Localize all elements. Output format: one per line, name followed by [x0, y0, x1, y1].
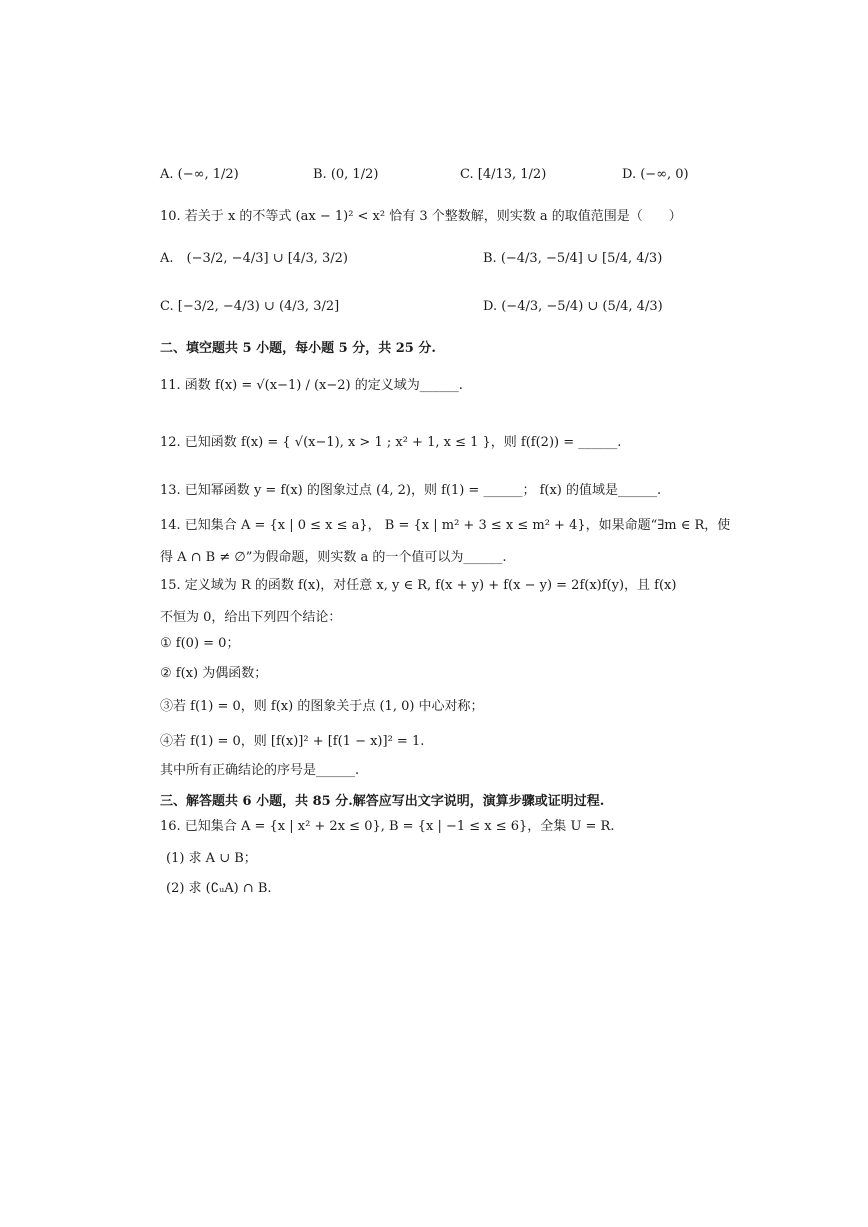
q14-line-1: 14. 已知集合 A = {x | 0 ≤ x ≤ a}， B = {x | m² + 3 ≤ x ≤ m² + 4}，如果命题“∃m ∈ R，使: [160, 518, 731, 533]
q16-part-2: (2) 求 (∁ᵤA) ∩ B.: [166, 881, 272, 896]
q9-option-a: A. (−∞, 1/2): [160, 167, 239, 182]
section-2-title: 二、填空题共 5 小题，每小题 5 分，共 25 分.: [160, 341, 436, 356]
q9-option-b: B. (0, 1/2): [313, 167, 379, 182]
q15-line-1: 15. 定义域为 R 的函数 f(x)，对任意 x, y ∈ R, f(x + y) + f(x − y) = 2f(x)f(y)，且 f(x): [160, 578, 677, 593]
q14-line-2: 得 A ∩ B ≠ ∅”为假命题，则实数 a 的一个值可以为______.: [160, 550, 507, 565]
q13: 13. 已知幂函数 y = f(x) 的图象过点 (4, 2)，则 f(1) = ______； f(x) 的值域是______.: [160, 483, 662, 498]
q9-option-d: D. (−∞, 0): [622, 167, 689, 182]
q10-option-c: C. [−3/2, −4/3) ∪ (4/3, 3/2]: [160, 299, 340, 314]
q15-ask: 其中所有正确结论的序号是______.: [160, 763, 360, 778]
q11: 11. 函数 f(x) = √(x−1) / (x−2) 的定义域为______.: [160, 378, 463, 393]
q10-option-d: D. (−4/3, −5/4) ∪ (5/4, 4/3): [483, 299, 663, 314]
q15-conclusion-3: ③若 f(1) = 0，则 f(x) 的图象关于点 (1, 0) 中心对称；: [160, 699, 484, 714]
q10-option-b: B. (−4/3, −5/4] ∪ [5/4, 4/3): [483, 251, 663, 266]
q15-line-2: 不恒为 0，给出下列四个结论：: [160, 610, 342, 625]
q16-part-1: (1) 求 A ∪ B；: [166, 851, 257, 866]
q15-conclusion-1: ① f(0) = 0；: [160, 636, 240, 651]
q10-stem: 10. 若关于 x 的不等式 (ax − 1)² < x² 恰有 3 个整数解，则实数 a 的取值范围是（ ）: [160, 209, 682, 224]
q15-conclusion-2: ② f(x) 为偶函数；: [160, 666, 268, 681]
q10-option-a: A. (−3/2, −4/3] ∪ [4/3, 3/2): [160, 251, 348, 266]
q15-conclusion-4: ④若 f(1) = 0，则 [f(x)]² + [f(1 − x)]² = 1.: [160, 734, 425, 749]
q9-option-c: C. [4/13, 1/2): [460, 167, 547, 182]
q12: 12. 已知函数 f(x) = { √(x−1), x > 1 ; x² + 1, x ≤ 1 }，则 f(f(2)) = ______.: [160, 435, 622, 450]
q16-stem: 16. 已知集合 A = {x | x² + 2x ≤ 0}, B = {x | −1 ≤ x ≤ 6}，全集 U = R.: [160, 819, 615, 834]
section-3-title: 三、解答题共 6 小题，共 85 分.解答应写出文字说明，演算步骤或证明过程.: [160, 794, 605, 809]
